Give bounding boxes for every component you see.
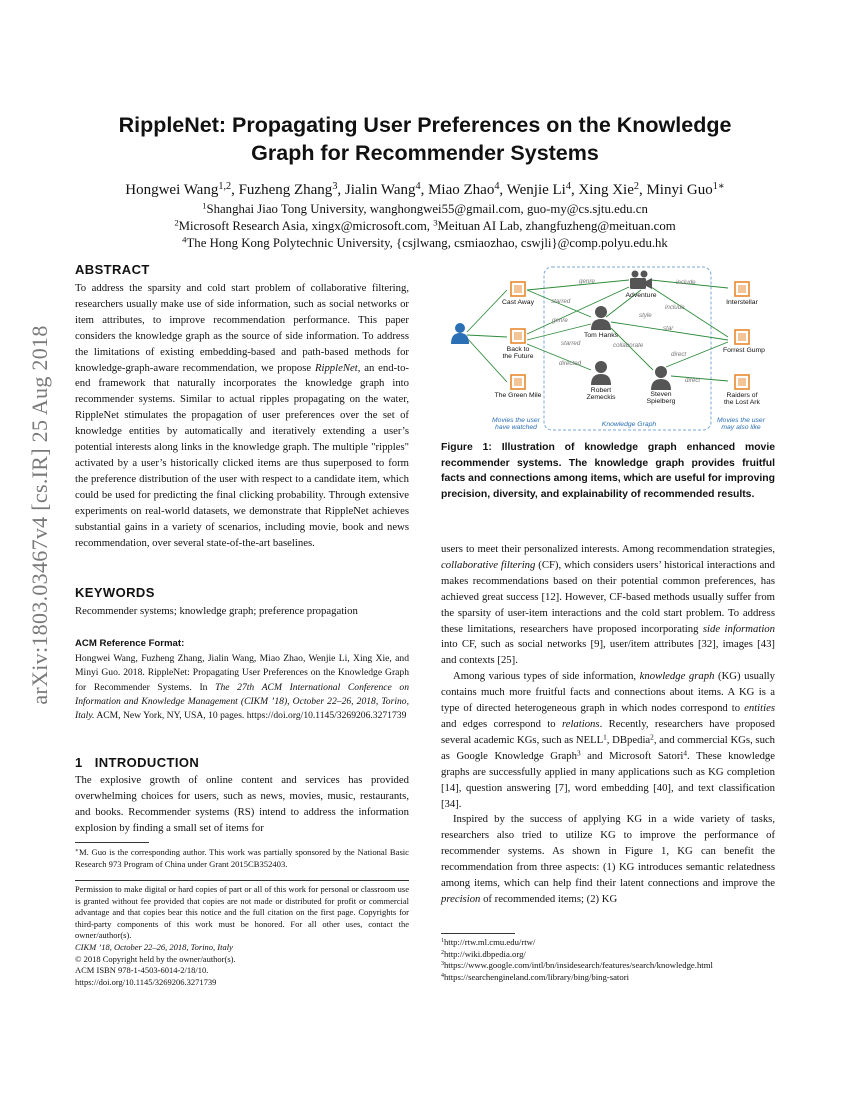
author: Xing Xie$^2$,: [578, 180, 647, 198]
edge-label: starred: [561, 340, 581, 347]
group-label: have watched: [495, 424, 537, 431]
intro-paragraph-1-cont: users to meet their personalized interests. Among recommendation strategies, collaborative filtering (CF), which considers users’ historical interactions and makes recommendations based on their potential common preferences, has achieved great success [12]. However, CF-based methods usually suffer from the sparsity of user-item interactions and the cold start problem. To address these limitations, researchers have proposed incorporating side information into CF, such as social networks [9], user/item attributes [32], images [43] and contexts [25].: [441, 543, 775, 667]
group-label: may also like: [721, 424, 761, 431]
title-line-1: RippleNet: Propagating User Preferences on the Knowledge: [118, 113, 732, 137]
permission-rule: [75, 880, 409, 881]
abstract-heading: ABSTRACT: [75, 262, 150, 277]
node-label: The Green Mile: [494, 392, 542, 399]
title-line-2: Graph for Recommender Systems: [251, 141, 599, 165]
edge-label: collaborate: [613, 342, 644, 349]
edge-label: include: [676, 279, 696, 286]
edge-label: genre: [579, 278, 595, 285]
footnote-url: $^1$http://rtw.ml.cmu.edu/rtw/: [441, 937, 536, 947]
figure-1-caption: Figure 1: Illustration of knowledge graph enhanced movie recommender systems. The knowledge graph provides fruitful facts and connections among items, which are useful for improving precision, diversity, and explainability of recommended results.: [441, 442, 775, 500]
copyright-line: © 2018 Copyright held by the owner/author(s).: [75, 953, 236, 964]
group-label: Movies the user: [717, 417, 765, 424]
permission-block: [75, 884, 409, 988]
person-icon: [591, 306, 611, 330]
affiliation-1: $^1$Shanghai Jiao Tong University, wanghongwei55@gmail.com, guo-my@cs.sjtu.edu.cn: [202, 200, 648, 216]
footnote-rule-right: [441, 933, 515, 934]
acm-ref-text: Hongwei Wang, Fuzheng Zhang, Jialin Wang, Miao Zhao, Wenjie Li, Xing Xie, and Minyi Guo. 2018. RippleNet: Propagating User Preferences on the Knowledge Graph for Recommender Systems. In The 27th ACM International Conference on Information and Knowledge Management (CIKM ’18), October 22–26, 2018, Torino, Italy. ACM, New York, NY, USA, 10 pages. https://doi.org/10.1145/3269206.3271739: [75, 653, 409, 722]
footnote-url: $^3$https://www.google.com/intl/bn/insidesearch/features/search/knowledge.html: [441, 960, 713, 971]
author: Miao Zhao$^4$,: [428, 180, 507, 198]
edge-label: include: [665, 304, 685, 311]
node-label: Back to: [506, 346, 530, 353]
edge-label: star: [663, 325, 674, 332]
footnote-corresponding-author: ∗M. Guo is the corresponding author. This work was partially sponsored by the National Basic Research 973 Program of China under Grant 2015CB352403.: [75, 847, 409, 869]
node-label: Spielberg: [646, 398, 676, 405]
arxiv-sidebar: [20, 300, 60, 730]
edge-starred-2: [527, 324, 591, 340]
edge-user-backtofuture: [467, 335, 507, 337]
affiliation-2: $^2$Microsoft Research Asia, xingx@microsoft.com, $^3$Meituan AI Lab, zhangfuzheng@meituan.com: [174, 217, 676, 233]
affiliation-3: $^4$The Hong Kong Polytechnic University, {csjlwang, csmiaozhao, cswjli}@comp.polyu.edu.hk: [182, 234, 668, 250]
edge-label: direct: [685, 377, 701, 384]
node-label: Adventure: [625, 292, 657, 299]
footnote-url: $^4$https://searchengineland.com/library/bing/bing-satori: [441, 972, 629, 983]
author: Hongwei Wang$^{1,2}$,: [125, 180, 239, 198]
isbn-line: ACM ISBN 978-1-4503-6014-2/18/10.: [75, 965, 209, 976]
person-icon: [591, 361, 611, 385]
figure-1-diagram: [441, 262, 775, 437]
user-icon: [451, 323, 469, 344]
intro-body-right: [441, 542, 775, 908]
keywords-text: Recommender systems; knowledge graph; preference propagation: [75, 605, 358, 617]
edge-label: directed: [559, 360, 582, 367]
edge-user-greenmile: [467, 338, 507, 382]
node-label: Steven: [650, 391, 672, 398]
node-label: the Lost Ark: [724, 399, 760, 406]
edge-user-castaway: [467, 290, 507, 332]
group-label: Movies the user: [492, 417, 540, 424]
person-icon: [651, 366, 671, 390]
venue-line: CIKM ’18, October 22–26, 2018, Torino, Italy: [75, 941, 233, 952]
edge-genre-1: [527, 280, 629, 290]
intro-paragraph-2: Among various types of side information, knowledge graph (KG) usually contains much more fruitful facts and connections about items. A KG is a type of directed heterogeneous graph in which nodes correspond to entities and edges correspond to relations. Recently, researchers have proposed several academic KGs, such as NELL$^1$, DBpedia$^2$, and commercial KGs, such as Google Knowledge Graph$^3$ and Microsoft Satori$^4$. These knowledge graphs are successfully applied in many applications such as KG completion [14], question answering [7], word embedding [40], and text classification [34].: [441, 670, 776, 810]
footnote-url: $^2$http://wiki.dbpedia.org/: [441, 948, 526, 959]
url-footnotes: [441, 937, 775, 984]
abstract-body: To address the sparsity and cold start problem of collaborative filtering, researchers usually make use of side information, such as social networks or item attributes, to improve recommendation performance. This paper considers the knowledge graph as the source of side information. To address the limitations of existing embedding-based and path-based methods for knowledge-graph-aware recommendation, we propose RippleNet, an end-to-end framework that naturally incorporates the knowledge graph into recommender systems. Similar to actual ripples propagating on the water, RippleNet stimulates the propagation of user preferences over the set of knowledge entities by automatically and iteratively extending a user’s potential interests along links in the knowledge graph. The multiple "ripples" activated by a user’s historically clicked items are thus superposed to form the preference distribution of the user with respect to a candidate item, which could be used for predicting the final clicking probability. Through extensive experiments on real-world datasets, we demonstrate that RippleNet achieves substantial gains in a variety of scenarios, including movie, book and news recommendation, over several state-of-the-art baselines.: [75, 282, 409, 549]
edge-label: starred: [551, 298, 571, 305]
node-label: the Future: [502, 353, 534, 360]
permission-text: Permission to make digital or hard copies of part or all of this work for personal or classroom use is granted without fee provided that copies are not made or distributed for profit or commercial advantage and that copies bear this notice and the full citation on the first page. Copyrights for third-party components of this work must be honored. For all other uses, contact the owner/author(s).: [75, 884, 409, 941]
node-label: Robert: [590, 387, 612, 394]
node-label: Interstellar: [726, 299, 758, 306]
node-label: Raiders of: [726, 392, 758, 399]
edge-label: direct: [671, 351, 687, 358]
author: Fuzheng Zhang$^3$,: [238, 180, 345, 198]
node-label: Zemeckis: [586, 394, 616, 401]
edge-label: genre: [552, 317, 568, 324]
acm-ref-label: ACM Reference Format:: [75, 638, 185, 649]
arxiv-identifier: arXiv:1803.03467v4 [cs.IR] 25 Aug 2018: [27, 325, 52, 705]
node-label: Tom Hanks: [584, 332, 618, 339]
doi-line: https://doi.org/10.1145/3269206.3271739: [75, 976, 217, 987]
author: Jialin Wang$^4$,: [344, 180, 429, 198]
paper-title: [80, 111, 770, 167]
footnote-rule: [75, 842, 149, 843]
edge-label: style: [639, 312, 652, 319]
camera-icon: [630, 271, 652, 290]
node-label: Cast Away: [502, 299, 534, 306]
intro-heading: 1 INTRODUCTION: [75, 755, 200, 770]
intro-paragraph-3: Inspired by the success of applying KG in a wide variety of tasks, researchers also tried to utilize KG to improve the performance of recommender systems. As shown in Figure 1, KG can benefit the recommendation from three aspects: (1) KG introduces semantic relatedness among items, which can help find their latent connections and improve the precision of recommended items; (2) KG: [441, 813, 775, 905]
author: Minyi Guo$^{1∗}$: [646, 180, 725, 198]
node-label: Forrest Gump: [723, 347, 765, 354]
group-label: Knowledge Graph: [601, 421, 657, 428]
author-list: [60, 181, 790, 199]
author: Wenjie Li$^4$,: [506, 180, 579, 198]
intro-paragraph-1-start: The explosive growth of online content and services has provided overwhelming choices for users, such as news, movies, music, restaurants, and books. Recommender systems (RS) intend to address the information explosion by finding a small set of items for: [75, 774, 409, 834]
keywords-heading: KEYWORDS: [75, 585, 155, 600]
